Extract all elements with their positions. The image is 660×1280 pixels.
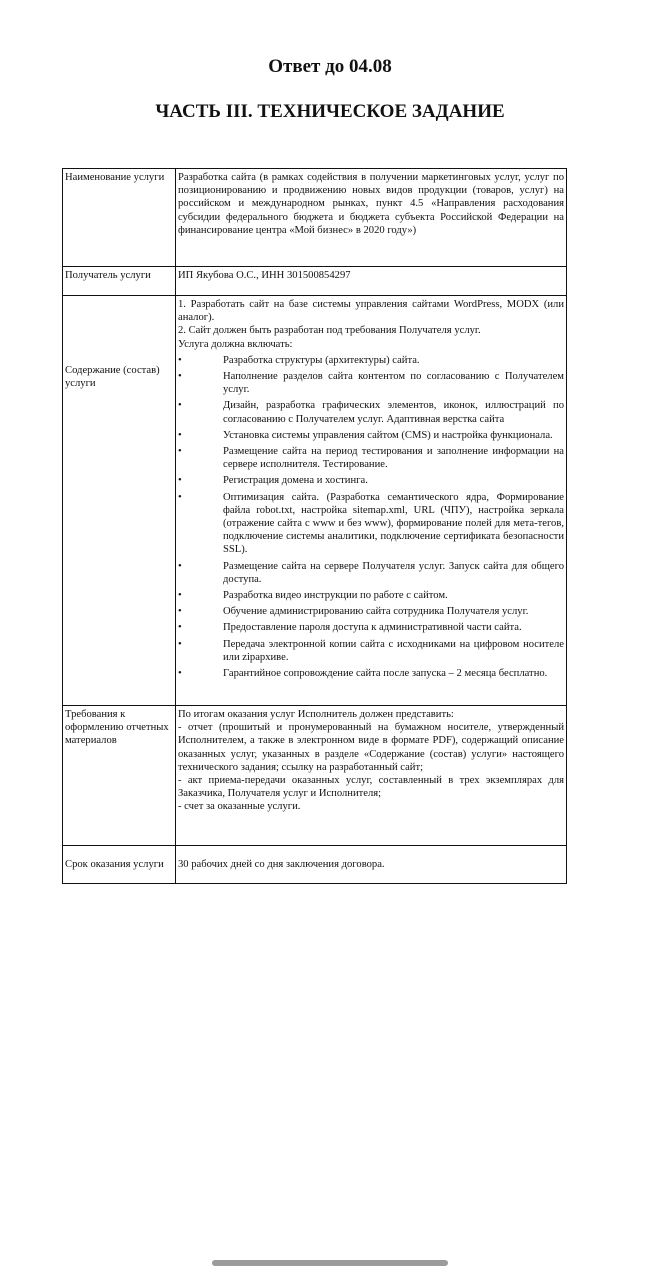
- list-item-text: Предоставление пароля доступа к административной части сайта.: [223, 622, 522, 634]
- list-item-text: Гарантийное сопровождение сайта после запуска – 2 месяца бесплатно.: [223, 668, 548, 680]
- list-item: [178, 638, 564, 664]
- table-row-content: [63, 296, 567, 706]
- technical-spec-table: [62, 168, 567, 884]
- list-item-text: Передача электронной копии сайта с исходниками на цифровом носителе или zipархиве.: [223, 638, 564, 663]
- reporting-value: [176, 706, 567, 846]
- bullet-icon: •: [178, 560, 182, 572]
- term-label: Срок оказания услуги: [63, 846, 176, 884]
- table-row-recipient: [63, 267, 567, 296]
- list-item: [178, 560, 564, 586]
- list-item-text: Обучение администрированию сайта сотрудника Получателя услуг.: [223, 606, 529, 618]
- reporting-line-4: - счет за оказанные услуги.: [178, 801, 301, 813]
- reporting-label: Требования к оформлению отчетных материалов: [63, 706, 176, 846]
- home-indicator[interactable]: [212, 1260, 448, 1266]
- bullet-icon: •: [178, 400, 182, 412]
- term-value: 30 рабочих дней со дня заключения договора.: [176, 846, 567, 884]
- content-label: [63, 296, 176, 706]
- content-intro-1: 1. Разработать сайт на базе системы управления сайтами WordPress, MODX (или аналог).: [178, 299, 564, 324]
- list-item-text: Размещение сайта на период тестирования и заполнение информации на сервере исполнителя. Тестирование.: [223, 446, 564, 471]
- recipient-label: Получатель услуги: [63, 267, 176, 296]
- bullet-icon: •: [178, 606, 182, 618]
- table-row-reporting: [63, 706, 567, 846]
- content-intro-2: 2. Сайт должен быть разработан под требования Получателя услуг.: [178, 325, 481, 337]
- recipient-value: ИП Якубова О.С., ИНН 301500854297: [176, 267, 567, 296]
- bullet-icon: •: [178, 590, 182, 602]
- reporting-line-1: По итогам оказания услуг Исполнитель должен представить:: [178, 709, 454, 720]
- list-item-text: Разработка структуры (архитектуры) сайта.: [223, 354, 420, 366]
- list-item: [178, 370, 564, 396]
- bullet-icon: •: [178, 371, 182, 383]
- reporting-line-3: - акт приема-передачи оказанных услуг, составленный в трех экземплярах для Заказчика, Получателя услуг и Исполнителя;: [178, 775, 564, 800]
- bullet-icon: •: [178, 475, 182, 487]
- list-item-text: Оптимизация сайта. (Разработка семантического ядра, Формирование файла robot.txt, настройка sitemap.xml, URL (ЧПУ), настройка зеркала (отражение сайта с www и без www), формирование полей для мета-тегов, подключение системы аналитики, подключение сертификата безопасности SSL).: [223, 491, 564, 556]
- list-item-text: Размещение сайта на сервере Получателя услуг. Запуск сайта для общего доступа.: [223, 560, 564, 585]
- bullet-icon: •: [178, 638, 182, 650]
- answer-deadline-title: Ответ до 04.08: [268, 56, 392, 77]
- list-item: [178, 621, 564, 634]
- list-item-text: Разработка видео инструкции по работе с сайтом.: [223, 590, 448, 602]
- bullet-icon: •: [178, 668, 182, 680]
- service-name-value: Разработка сайта (в рамках содействия в получении маркетинговых услуг, услуг по позиционированию и продвижению новых видов продукции (товаров, услуг) на российском и международном рынках, пункт 4.5 «Направления расходования субсидии федерального бюджета и бюджета субъекта Российской Федерации на финансирование центра «Мой бизнес» в 2020 году»): [176, 169, 567, 267]
- list-item: [178, 429, 564, 442]
- list-item-text: Дизайн, разработка графических элементов, иконок, иллюстраций по согласованию с Получателем услуг. Адаптивная верстка сайта: [223, 400, 564, 425]
- content-value: [176, 296, 567, 706]
- part-title: ЧАСТЬ III. ТЕХНИЧЕСКОЕ ЗАДАНИЕ: [155, 101, 505, 122]
- list-item: [178, 354, 564, 367]
- list-item: [178, 474, 564, 487]
- table-row-term: [63, 846, 567, 884]
- bullet-icon: •: [178, 622, 182, 634]
- content-label-text: Содержание (состав) услуги: [65, 365, 160, 390]
- reporting-line-2: - отчет (прошитый и пронумерованный на бумажном носителе, утвержденный Исполнителем, а также в электронном виде в формате PDF), содержащий описание оказанных услуг, указанных в разделе «Содержание (состав) услуги» настоящего технического задания; ссылку на разработанный сайт;: [178, 722, 564, 773]
- table-row-service-name: [63, 169, 567, 267]
- list-item: [178, 589, 564, 602]
- list-item-text: Установка системы управления сайтом (CMS) и настройка функционала.: [223, 429, 553, 441]
- list-item: [178, 667, 564, 680]
- list-item: [178, 491, 564, 557]
- bullet-icon: •: [178, 491, 182, 503]
- list-item-text: Наполнение разделов сайта контентом по согласованию с Получателем услуг.: [223, 371, 564, 396]
- list-item: [178, 399, 564, 425]
- list-item: [178, 605, 564, 618]
- service-name-label: Наименование услуги: [63, 169, 176, 267]
- list-item-text: Регистрация домена и хостинга.: [223, 475, 368, 487]
- list-item: [178, 445, 564, 471]
- bullet-icon: •: [178, 446, 182, 458]
- bullet-icon: •: [178, 429, 182, 441]
- content-intro-3: Услуга должна включать:: [178, 338, 293, 350]
- bullet-icon: •: [178, 354, 182, 366]
